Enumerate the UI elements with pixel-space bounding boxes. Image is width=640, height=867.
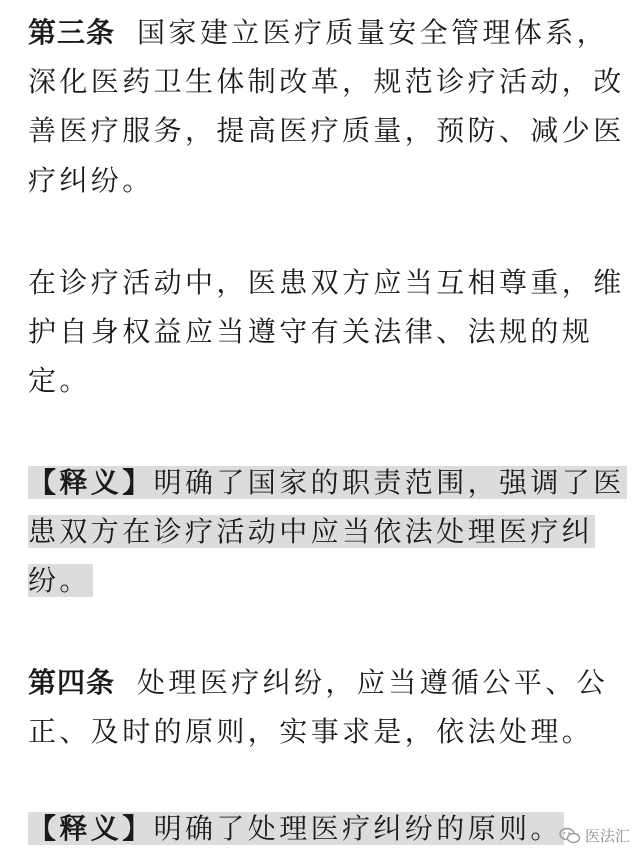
article-3-line-4: 疗纠纷。 [28, 164, 154, 197]
note-1-line-2: 患双方在诊疗活动中应当依法处理医疗纠 [28, 515, 594, 548]
article-3-line-1: 第三条 国家建立医疗质量安全管理体系， [28, 16, 609, 49]
note-2-line-1: 【释义】明确了处理医疗纠纷的原则。 [28, 812, 562, 845]
article-3-line-3: 善医疗服务，提高医疗质量，预防、减少医 [28, 114, 625, 147]
article-3-line-2: 深化医药卫生体制改革，规范诊疗活动，改 [28, 65, 625, 98]
note-2-label: 【释义】 [28, 812, 154, 845]
watermark [559, 825, 630, 846]
article-4-line-1: 第四条 处理医疗纠纷，应当遵循公平、公 [28, 666, 609, 699]
paragraph-2-line-1: 在诊疗活动中，医患双方应当互相尊重，维 [28, 266, 625, 299]
note-1-line-3: 纷。 [28, 564, 91, 597]
note-1-label: 【释义】 [28, 466, 154, 499]
paragraph-2-line-2: 护自身权益应当遵守有关法律、法规的规 [28, 315, 594, 348]
article-4-title: 第四条 [28, 666, 116, 699]
paragraph-2-line-3: 定。 [28, 364, 91, 397]
article-4-line-2: 正、及时的原则，实事求是，依法处理。 [28, 715, 594, 748]
note-1-line-1: 【释义】明确了国家的职责范围，强调了医 [28, 466, 625, 499]
article-3-title: 第三条 [28, 16, 116, 49]
wechat-icon [559, 827, 581, 845]
watermark-text: 医法汇 [584, 827, 630, 845]
